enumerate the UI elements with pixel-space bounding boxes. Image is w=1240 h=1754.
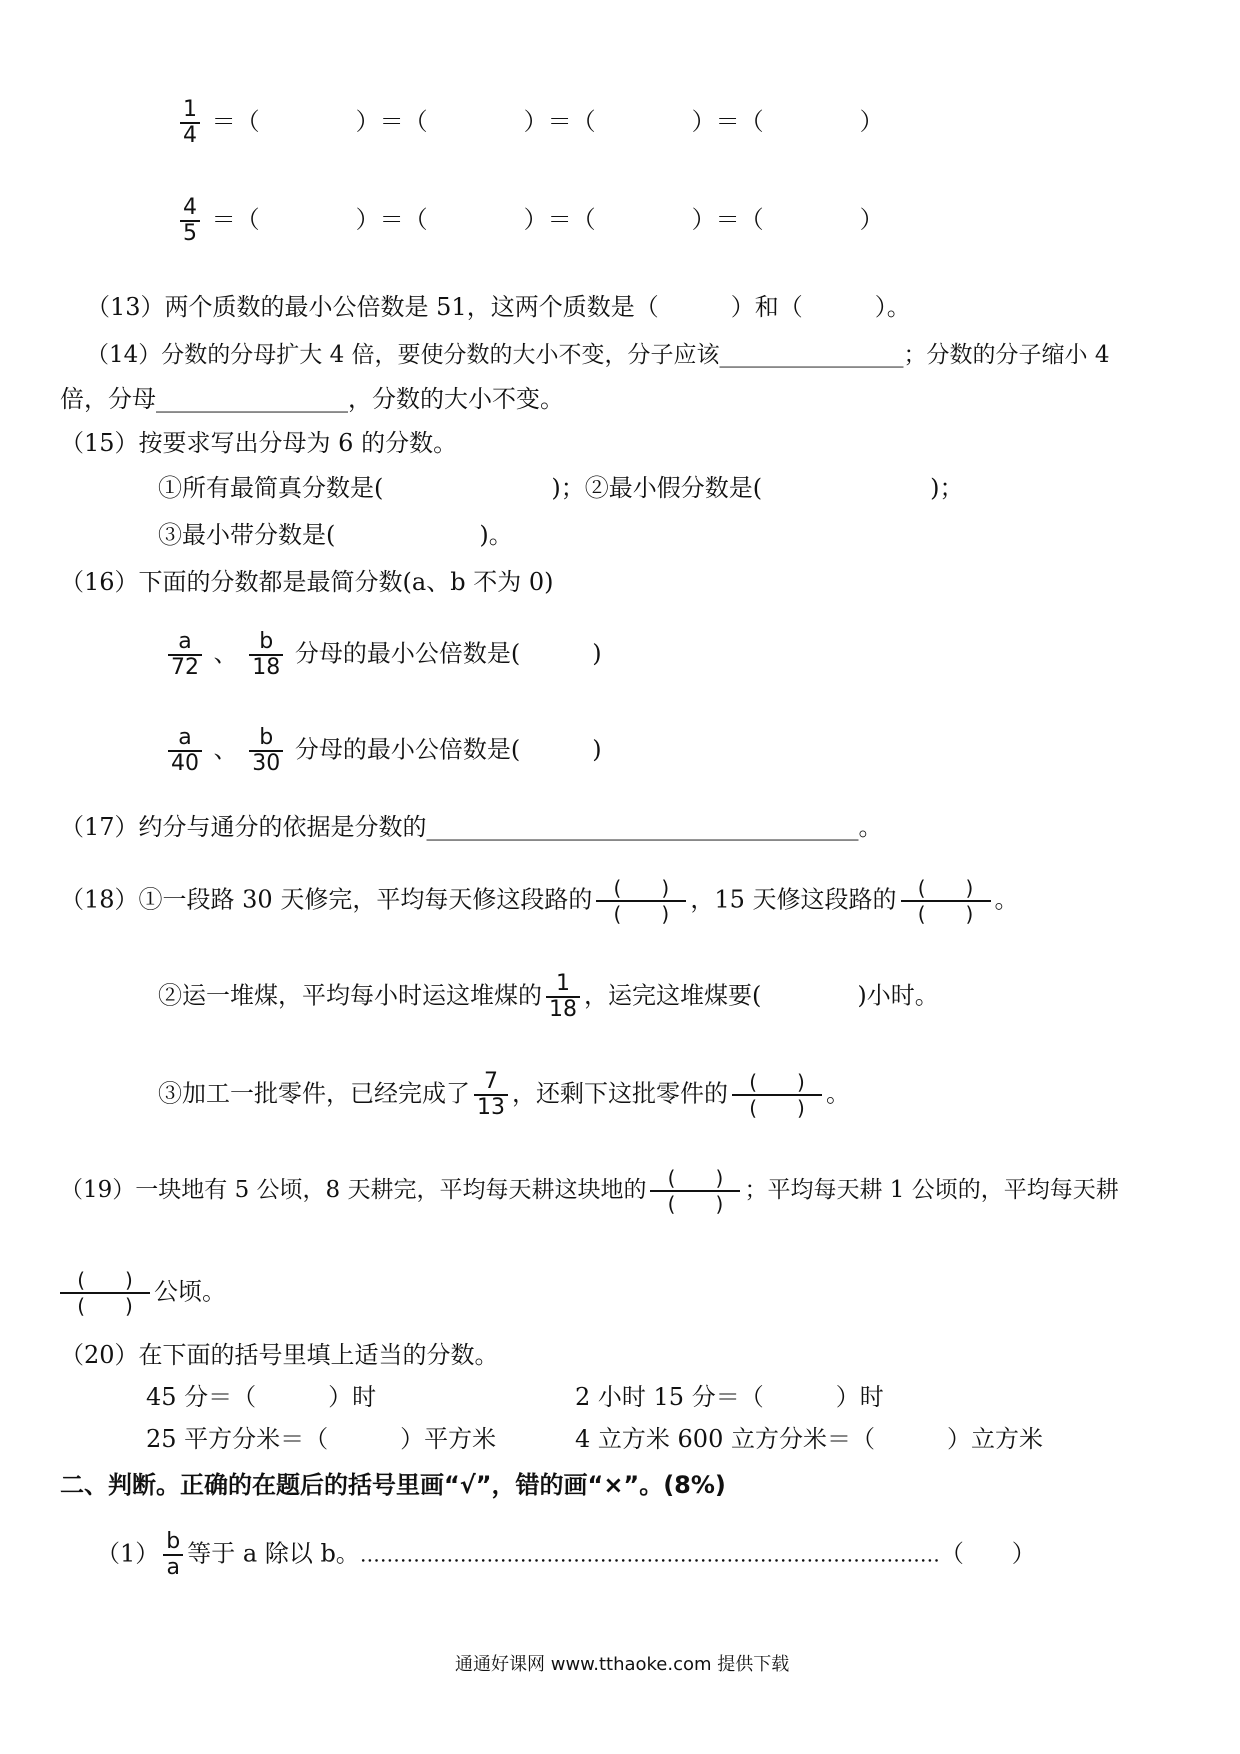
question-18-part-3: ③加工一批零件，已经完成了 $\frac{7}{13}$ ，还剩下这批零件的 $\frac{( )}{( )}$ 。 xyxy=(158,1069,850,1120)
blank-fraction: $\frac{( )}{( )}$ xyxy=(650,1166,740,1216)
footer-credit: 通通好课网 www.tthaoke.com 提供下载 xyxy=(455,1654,790,1675)
fraction: $\frac{1}{4}$ xyxy=(180,98,200,148)
question-15-line-2: ③最小带分数是( )。 xyxy=(158,521,513,549)
section-2-heading: 二、判断。正确的在题后的括号里画“√”，错的画“×”。(8%) xyxy=(60,1471,726,1499)
equivalent-fraction-blanks: ＝（ ）＝（ ）＝（ ）＝（ ） xyxy=(211,107,884,136)
blank-fraction: $\frac{( )}{( )}$ xyxy=(60,1268,150,1318)
question-16-row-2: $\frac{a}{40}$ 、 $\frac{b}{30}$ 分母的最小公倍数是( ) xyxy=(164,726,602,776)
question-19-line-2: $\frac{( )}{( )}$ 公顷。 xyxy=(56,1268,226,1318)
question-20-r1c2: 2 小时 15 分＝（ ）时 xyxy=(575,1383,884,1411)
fraction: $\frac{a}{72}$ xyxy=(168,630,202,680)
fraction: $\frac{b}{30}$ xyxy=(249,726,283,776)
q12-row-2 xyxy=(176,196,884,246)
q12-row-1 xyxy=(176,98,884,148)
question-19-line-1: （19）一块地有 5 公顷，8 天耕完，平均每天耕这块地的 $\frac{( )}{( )}$ ；平均每天耕 1 公顷的，平均每天耕 xyxy=(60,1166,1119,1216)
question-15-line-1: ①所有最简真分数是( )；②最小假分数是( )； xyxy=(158,474,964,502)
question-14-line-2: 倍，分母________________，分数的大小不变。 xyxy=(60,385,564,413)
question-20-r1c1: 45 分＝（ ）时 xyxy=(146,1383,377,1411)
question-20-r2c2: 4 立方米 600 立方分米＝（ ）立方米 xyxy=(575,1425,1043,1453)
question-20-r2c1: 25 平方分米＝（ ）平方米 xyxy=(146,1425,497,1453)
fraction: $\frac{b}{a}$ xyxy=(163,1530,183,1580)
blank-fraction: $\frac{( )}{( )}$ xyxy=(732,1070,822,1120)
fraction: $\frac{4}{5}$ xyxy=(180,196,200,246)
question-18-part-1: （18）①一段路 30 天修完，平均每天修这段路的 $\frac{( )}{( )}$ ，15 天修这段路的 $\frac{( )}{( )}$ 。 xyxy=(60,876,1019,926)
question-18-part-2: ②运一堆煤，平均每小时运这堆煤的 $\frac{1}{18}$ ，运完这堆煤要( )小时。 xyxy=(158,971,939,1022)
fraction: $\frac{7}{13}$ xyxy=(474,1070,508,1120)
question-17: （17）约分与通分的依据是分数的____________________________________。 xyxy=(60,813,883,841)
question-15-title: （15）按要求写出分母为 6 的分数。 xyxy=(60,429,458,457)
blank-fraction: $\frac{( )}{( )}$ xyxy=(901,876,991,926)
fraction: $\frac{1}{18}$ xyxy=(546,972,580,1022)
fraction: $\frac{a}{40}$ xyxy=(168,726,202,776)
question-16-row-1: $\frac{a}{72}$ 、 $\frac{b}{18}$ 分母的最小公倍数是( ) xyxy=(164,630,602,680)
question-20-title: （20）在下面的括号里填上适当的分数。 xyxy=(60,1341,499,1369)
blank-fraction: $\frac{( )}{( )}$ xyxy=(596,876,686,926)
question-16-title: （16）下面的分数都是最简分数(a、b 不为 0) xyxy=(60,568,554,596)
question-13: （13）两个质数的最小公倍数是 51，这两个质数是（ ）和（ ）。 xyxy=(86,293,911,321)
question-14-line-1: （14）分数的分母扩大 4 倍，要使分数的大小不变，分子应该________________；分数的分子缩小 4 xyxy=(86,342,1110,368)
equivalent-fraction-blanks: ＝（ ）＝（ ）＝（ ）＝（ ） xyxy=(211,205,884,234)
fraction: $\frac{b}{18}$ xyxy=(249,630,283,680)
judgement-1: （1） $\frac{b}{a}$ 等于 a 除以 b。……………………………………………………………………………（ ） xyxy=(96,1529,1036,1580)
